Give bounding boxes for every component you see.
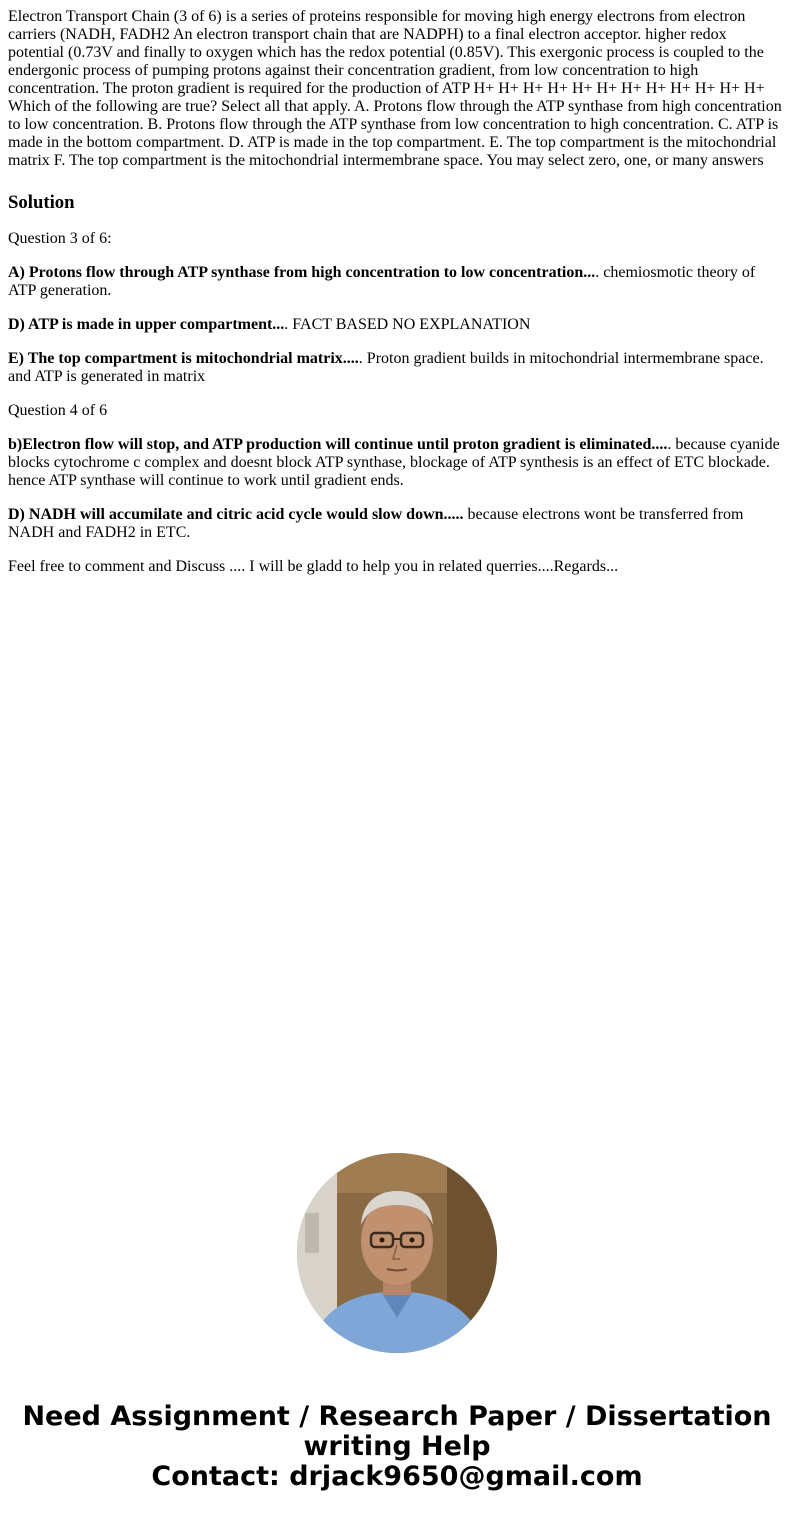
question-3-label: Question 3 of 6: bbox=[8, 230, 112, 247]
question-4-label: Question 4 of 6 bbox=[8, 402, 108, 419]
answer-q4-b bbox=[8, 436, 786, 490]
answer-q3-a-bold: A) Protons flow through ATP synthase from high concentration to low concentration... bbox=[8, 264, 596, 281]
page-content bbox=[8, 8, 786, 576]
answer-q3-e bbox=[8, 350, 786, 386]
footer-line-2: writing Help bbox=[303, 1431, 491, 1462]
answer-q3-d bbox=[8, 316, 786, 334]
footer-contact: Contact: drjack9650@gmail.com bbox=[151, 1461, 643, 1492]
answer-q4-d bbox=[8, 506, 786, 542]
question-text: Electron Transport Chain (3 of 6) is a series of proteins responsible for moving high energy electrons from electron carriers (NADH, FADH2 An electron transport chain that are NADPH) to a final electron acceptor. higher redox potential (0.73V and finally to oxygen which has the redox potential (0.85V). This exergonic process is coupled to the endergonic process of pumping protons against their concentration gradient, from low concentration to high concentration. The proton gradient is required for the production of ATP H+ H+ H+ H+ H+ H+ H+ H+ H+ H+ H+ H+ Which of the following are true? Select all that apply. A. Protons flow through the ATP synthase from high concentration to low concentration. B. Protons flow through the ATP synthase from low concentration to high concentration. C. ATP is made in the bottom compartment. D. ATP is made in the top compartment. E. The top compartment is the mitochondrial matrix F. The top compartment is the mitochondrial intermembrane space. You may select zero, one, or many answers bbox=[8, 8, 782, 169]
answer-q4-b-bold: b)Electron flow will stop, and ATP production will continue until proton gradient is eliminated.... bbox=[8, 436, 668, 453]
footer-line-1: Need Assignment / Research Paper / Dissertation bbox=[22, 1401, 772, 1432]
answer-q4-d-rest: because electrons wont be transferred from NADH and FADH2 in ETC. bbox=[8, 506, 744, 541]
answer-q4-d-bold: D) NADH will accumilate and citric acid cycle would slow down..... bbox=[8, 506, 464, 523]
closing-note: Feel free to comment and Discuss .... I will be gladd to help you in related querries....Regards... bbox=[8, 558, 619, 575]
answer-q3-a-rest: . chemiosmotic theory of ATP generation. bbox=[8, 264, 756, 299]
promo-footer bbox=[0, 1402, 794, 1492]
answer-q3-a bbox=[8, 264, 786, 300]
answer-q3-e-rest: . Proton gradient builds in mitochondrial intermembrane space. and ATP is generated in matrix bbox=[8, 350, 764, 385]
answer-q3-e-bold: E) The top compartment is mitochondrial matrix.... bbox=[8, 350, 359, 367]
answer-q3-d-bold: D) ATP is made in upper compartment... bbox=[8, 316, 285, 333]
author-avatar bbox=[297, 1153, 497, 1353]
author-portrait-image bbox=[297, 1153, 497, 1353]
solution-heading: Solution bbox=[8, 192, 75, 213]
answer-q3-d-rest: . FACT BASED NO EXPLANATION bbox=[284, 316, 531, 333]
answer-q4-b-rest: . because cyanide blocks cytochrome c complex and doesnt block ATP synthase, blockage of ATP synthesis is an effect of ETC blockade. hence ATP synthase will continue to work until gradient ends. bbox=[8, 436, 780, 489]
